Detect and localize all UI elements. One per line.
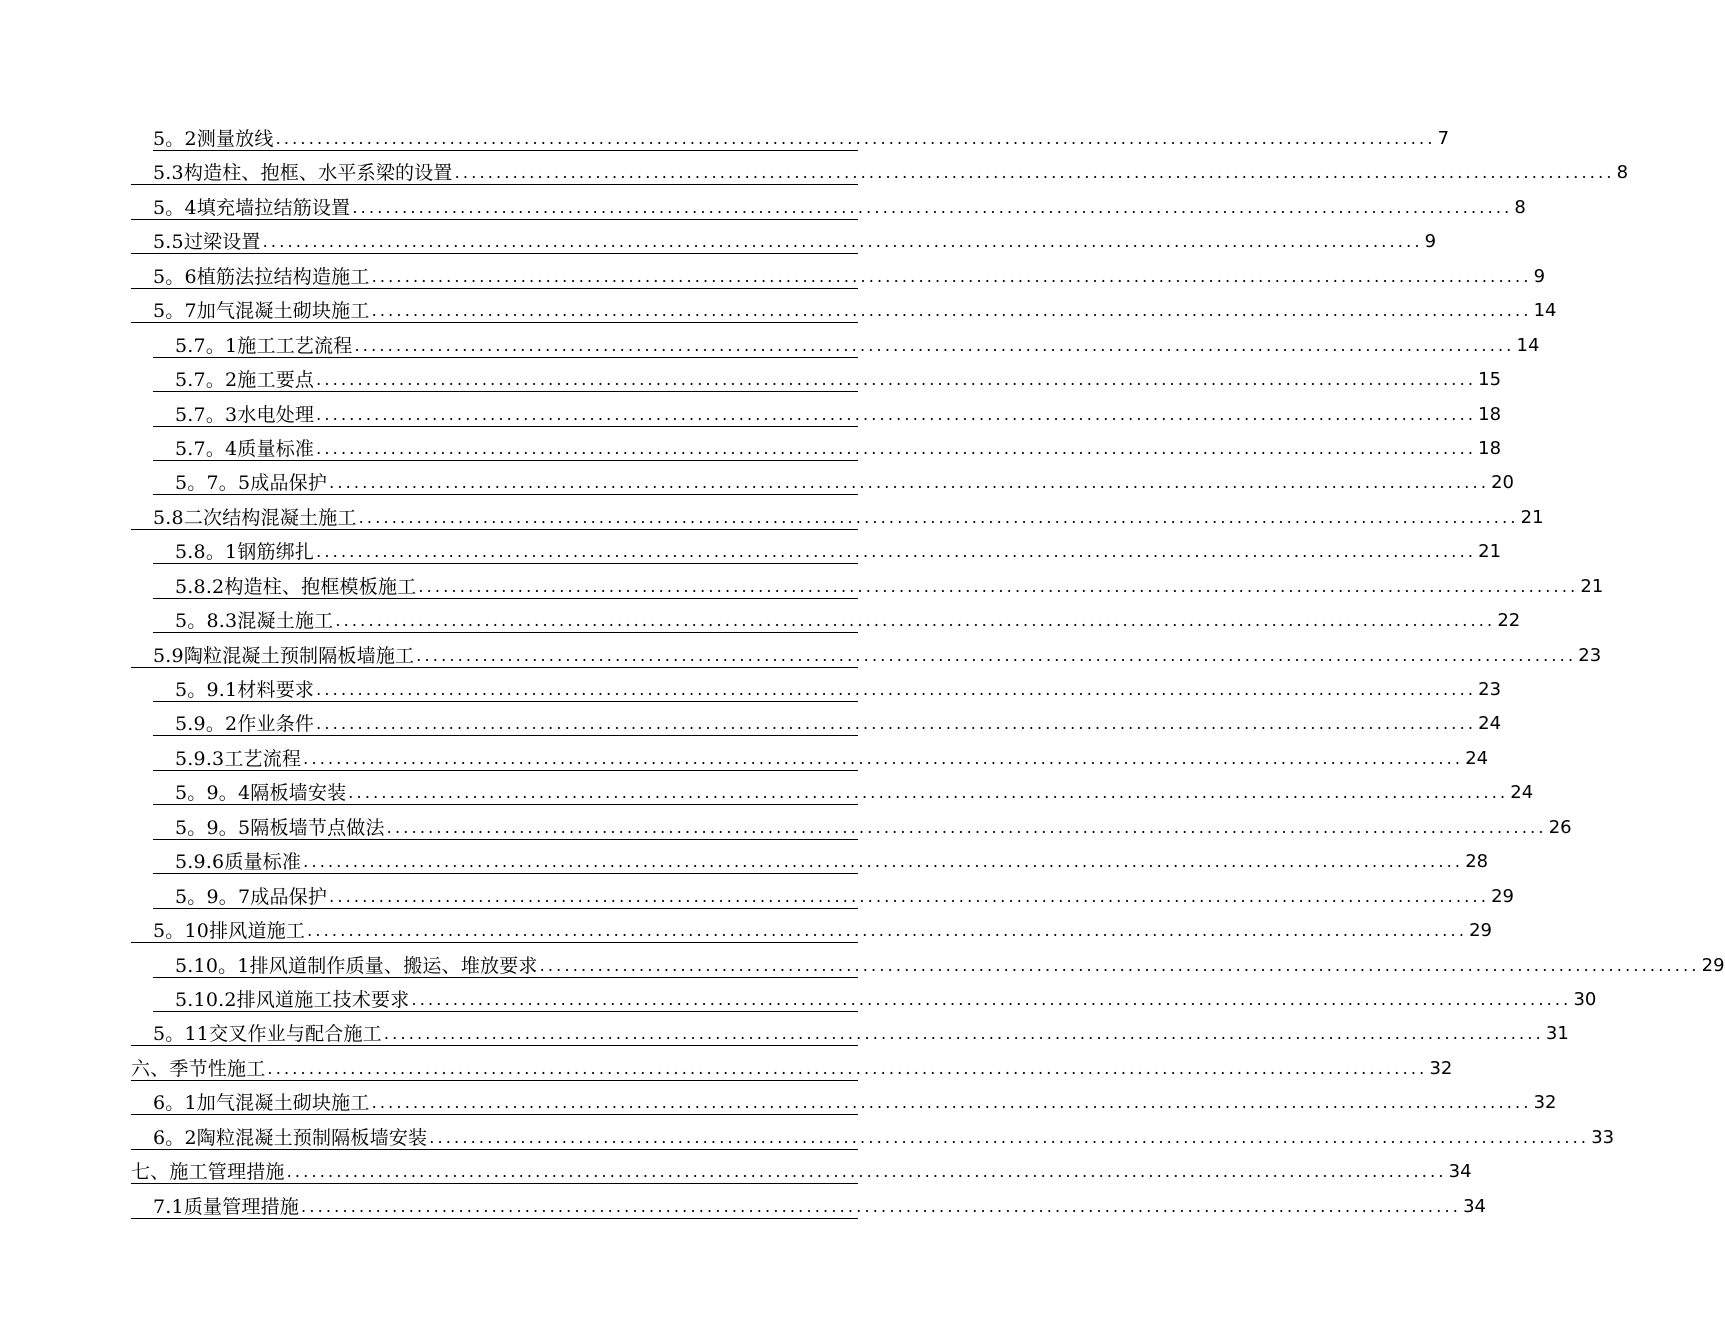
toc-entry[interactable]	[0, 741, 1489, 775]
toc-leader-dots: ............................................................................................................................................	[371, 1093, 1532, 1113]
toc-entry-page-number: 29	[1491, 885, 1515, 907]
toc-entry-title: 5.5过梁设置	[153, 231, 261, 254]
toc-entry-link[interactable]	[153, 988, 1597, 1012]
toc-leader-dots: ............................................................................................................................................	[303, 748, 1464, 768]
toc-entry-page-number: 21	[1478, 541, 1502, 563]
toc-entry-link[interactable]	[153, 712, 1502, 736]
toc-entry-link[interactable]	[153, 403, 1502, 427]
toc-leader-dots: ............................................................................................................................................	[316, 714, 1477, 734]
toc-entry[interactable]	[0, 362, 1502, 396]
toc-entry-link[interactable]	[153, 471, 1515, 495]
toc-entry[interactable]	[0, 431, 1502, 465]
toc-entry-title: 5.8.2构造柱、抱框模板施工	[175, 575, 417, 598]
toc-entry[interactable]	[0, 706, 1502, 740]
toc-entry[interactable]	[0, 1154, 1472, 1188]
toc-entry-page-number: 29	[1701, 954, 1725, 976]
toc-entry[interactable]	[0, 775, 1534, 809]
toc-entry-link[interactable]	[131, 265, 1546, 289]
toc-entry[interactable]	[0, 982, 1597, 1016]
toc-leader-dots: ............................................................................................................................................	[416, 645, 1577, 665]
toc-entry-link[interactable]	[131, 1057, 1453, 1081]
toc-leader-dots: ............................................................................................................................................	[335, 611, 1496, 631]
toc-entry-page-number: 32	[1429, 1057, 1453, 1079]
toc-entry-link[interactable]	[153, 678, 1502, 702]
toc-entry[interactable]	[0, 224, 1437, 258]
toc-entry-link[interactable]	[153, 334, 1540, 358]
toc-entry[interactable]	[0, 569, 1604, 603]
toc-entry-title: 5.7。4质量标准	[175, 437, 315, 460]
toc-entry[interactable]	[0, 1016, 1569, 1050]
toc-entry-title: 5.7。2施工要点	[175, 369, 315, 392]
toc-entry[interactable]	[0, 328, 1540, 362]
toc-entry-title: 5。7加气混凝土砌块施工	[153, 300, 370, 323]
toc-entry-page-number: 18	[1478, 437, 1502, 459]
toc-entry-page-number: 23	[1478, 679, 1502, 700]
toc-entry[interactable]	[0, 672, 1502, 706]
toc-entry-title: 5。9.1材料要求	[175, 679, 315, 701]
toc-entry-page-number: 24	[1510, 782, 1534, 804]
toc-leader-dots: ............................................................................................................................................	[316, 404, 1477, 424]
toc-leader-dots: ............................................................................................................................................	[358, 507, 1519, 527]
toc-leader-dots: ............................................................................................................................................	[371, 301, 1532, 321]
toc-leader-dots: ............................................................................................................................................	[316, 438, 1477, 458]
toc-leader-dots: ............................................................................................................................................	[307, 921, 1468, 941]
toc-entry-link[interactable]	[131, 230, 1437, 254]
toc-entry-page-number: 7	[1437, 128, 1450, 149]
toc-entry[interactable]	[0, 1120, 1615, 1154]
toc-entry-link[interactable]	[153, 368, 1502, 392]
toc-entry[interactable]	[0, 534, 1502, 568]
toc-entry-title: 5.9。2作业条件	[175, 713, 315, 736]
toc-entry-title: 5。9。7成品保护	[175, 885, 328, 908]
toc-entry-link[interactable]	[131, 161, 1629, 185]
toc-leader-dots: ............................................................................................................................................	[267, 1058, 1428, 1078]
toc-entry-page-number: 33	[1591, 1126, 1615, 1148]
toc-entry-page-number: 34	[1463, 1195, 1486, 1217]
toc-entry-page-number: 9	[1424, 231, 1437, 253]
toc-entry[interactable]	[0, 121, 1450, 155]
toc-entry[interactable]	[0, 603, 1521, 637]
toc-entry-link[interactable]	[153, 575, 1604, 599]
toc-entry-title: 6。1加气混凝土砌块施工	[153, 1092, 370, 1115]
toc-entry[interactable]	[0, 397, 1502, 431]
toc-entry-page-number: 8	[1514, 196, 1526, 218]
toc-entry-link[interactable]	[131, 644, 1602, 668]
toc-entry[interactable]	[0, 500, 1544, 534]
toc-entry-link[interactable]	[153, 127, 1450, 151]
toc-entry-page-number: 34	[1448, 1161, 1472, 1183]
toc-entry-page-number: 32	[1533, 1092, 1557, 1114]
toc-entry-title: 5。8.3混凝土施工	[175, 610, 334, 633]
toc-entry[interactable]	[0, 1085, 1557, 1119]
toc-entry-title: 5。11交叉作业与配合施工	[153, 1023, 382, 1046]
toc-entry-link[interactable]	[131, 919, 1493, 943]
toc-entry[interactable]	[0, 638, 1602, 672]
toc-entry-title: 6。2陶粒混凝土预制隔板墙安装	[153, 1126, 428, 1149]
toc-leader-dots: ............................................................................................................................................	[329, 886, 1490, 906]
toc-entry-link[interactable]	[131, 1022, 1569, 1046]
toc-entry-page-number: 30	[1573, 988, 1597, 1010]
toc-entry[interactable]	[0, 1051, 1453, 1085]
toc-leader-dots: ............................................................................................................................................	[454, 163, 1615, 183]
toc-leader-dots: ............................................................................................................................................	[418, 576, 1579, 596]
toc-leader-dots: ............................................................................................................................................	[383, 1024, 1544, 1044]
toc-leader-dots: ............................................................................................................................................	[429, 1127, 1590, 1147]
toc-leader-dots: ............................................................................................................................................	[316, 542, 1477, 562]
toc-entry-link[interactable]	[153, 609, 1521, 633]
toc-entry-title: 5。6植筋法拉结构造施工	[153, 265, 370, 288]
toc-entry-title: 5.10。1排风道制作质量、搬运、堆放要求	[175, 954, 538, 977]
toc-entry-title: 5。7。5成品保护	[175, 472, 328, 495]
toc-entry-title: 5.8。1钢筋绑扎	[175, 541, 315, 564]
toc-entry[interactable]	[0, 259, 1546, 293]
toc-entry[interactable]	[0, 913, 1493, 947]
toc-leader-dots: ............................................................................................................................................	[316, 680, 1477, 699]
toc-entry[interactable]	[0, 948, 1725, 982]
toc-entry-title: 六、季节性施工	[131, 1057, 266, 1080]
toc-entry-title: 5.9.6质量标准	[175, 851, 302, 874]
toc-entry-link[interactable]	[131, 1160, 1472, 1184]
toc-leader-dots: ............................................................................................................................................	[301, 1196, 1462, 1216]
toc-entry-page-number: 14	[1533, 300, 1557, 322]
toc-entry-title: 5.3构造柱、抱框、水平系梁的设置	[153, 162, 453, 185]
toc-entry-page-number: 31	[1545, 1023, 1569, 1045]
toc-entry-page-number: 28	[1465, 851, 1489, 873]
toc-entry-link[interactable]	[153, 816, 1572, 840]
toc-entry[interactable]	[0, 1189, 1486, 1223]
toc-entry-page-number: 24	[1465, 747, 1489, 769]
toc-entry-page-number: 18	[1478, 403, 1502, 425]
toc-entry-link[interactable]	[153, 540, 1502, 564]
toc-entry-link[interactable]	[153, 747, 1489, 771]
toc-leader-dots: ............................................................................................................................................	[303, 852, 1464, 872]
toc-leader-dots: ............................................................................................................................................	[539, 955, 1700, 975]
toc-entry-link[interactable]	[131, 1126, 1615, 1150]
toc-entry-page-number: 14	[1516, 334, 1540, 356]
toc-entry-page-number: 23	[1578, 644, 1602, 666]
toc-entry-title: 5。9。5隔板墙节点做法	[175, 816, 385, 839]
toc-leader-dots: ............................................................................................................................................	[262, 232, 1423, 252]
toc-entry-title: 七、施工管理措施	[131, 1161, 285, 1184]
toc-entry-page-number: 24	[1478, 713, 1502, 735]
toc-entry-link[interactable]	[153, 885, 1515, 909]
toc-entry[interactable]	[0, 810, 1572, 844]
toc-entry-link[interactable]	[153, 954, 1725, 978]
toc-entry-title: 5。2测量放线	[153, 128, 274, 150]
toc-leader-dots: ............................................................................................................................................	[386, 817, 1547, 837]
toc-leader-dots: ............................................................................................................................................	[286, 1162, 1447, 1182]
toc-entry-page-number: 8	[1616, 162, 1629, 184]
toc-entry-title: 5。9。4隔板墙安装	[175, 782, 347, 805]
toc-entry-title: 5。4填充墙拉结筋设置	[153, 196, 351, 219]
toc-entry-page-number: 20	[1491, 472, 1515, 494]
toc-entry-page-number: 21	[1520, 506, 1544, 528]
toc-entry-link[interactable]	[131, 299, 1557, 323]
toc-leader-dots: ............................................................................................................................................	[411, 989, 1572, 1009]
toc-leader-dots: ............................................................................................................................................	[316, 370, 1477, 390]
toc-entry-link[interactable]	[153, 850, 1489, 874]
toc-leader-dots: ............................................................................................................................................	[352, 197, 1513, 217]
toc-entry[interactable]	[0, 293, 1557, 327]
toc-entry-link[interactable]	[153, 437, 1502, 461]
toc-entry-title: 5.8二次结构混凝土施工	[153, 506, 357, 529]
toc-entry-page-number: 21	[1580, 575, 1604, 597]
toc-entry[interactable]	[0, 465, 1515, 499]
toc-entry[interactable]	[0, 155, 1629, 189]
toc-entry-title: 5.9陶粒混凝土预制隔板墙施工	[153, 644, 415, 667]
toc-entry[interactable]	[0, 844, 1489, 878]
table-of-contents	[0, 121, 1725, 1223]
toc-entry-link[interactable]	[131, 196, 1526, 220]
toc-leader-dots: ............................................................................................................................................	[275, 129, 1436, 148]
toc-entry-link[interactable]	[131, 1195, 1486, 1219]
toc-entry-title: 5.9.3工艺流程	[175, 747, 302, 770]
toc-entry-page-number: 29	[1469, 920, 1493, 942]
toc-entry-link[interactable]	[131, 506, 1544, 530]
toc-leader-dots: ............................................................................................................................................	[348, 783, 1509, 803]
toc-entry-page-number: 26	[1548, 816, 1572, 838]
toc-entry[interactable]	[0, 879, 1515, 913]
toc-leader-dots: ............................................................................................................................................	[329, 473, 1490, 493]
toc-entry-page-number: 9	[1533, 265, 1546, 287]
toc-entry[interactable]	[0, 190, 1526, 224]
toc-entry-link[interactable]	[153, 781, 1534, 805]
toc-entry-title: 5.7。1施工工艺流程	[175, 334, 353, 357]
toc-entry-title: 5。10排风道施工	[153, 920, 306, 943]
toc-entry-title: 7.1质量管理措施	[153, 1195, 300, 1218]
toc-entry-page-number: 22	[1497, 610, 1521, 632]
toc-entry-link[interactable]	[131, 1091, 1557, 1115]
toc-entry-title: 5.10.2排风道施工技术要求	[175, 988, 410, 1011]
toc-leader-dots: ............................................................................................................................................	[354, 335, 1515, 355]
toc-entry-title: 5.7。3水电处理	[175, 403, 315, 426]
toc-entry-page-number: 15	[1478, 369, 1502, 391]
toc-leader-dots: ............................................................................................................................................	[371, 266, 1532, 286]
